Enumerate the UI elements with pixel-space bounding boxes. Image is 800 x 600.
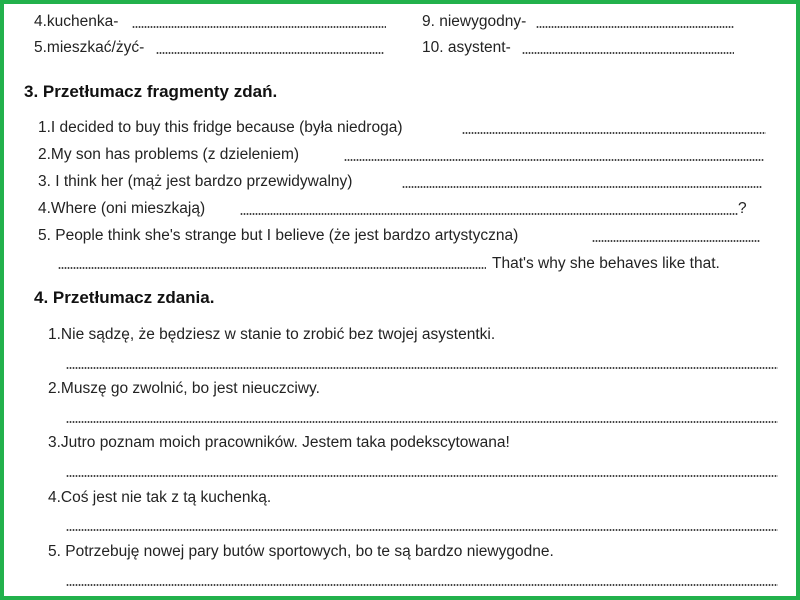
section-3-answer-line-4[interactable] <box>240 213 738 215</box>
vocab-item-5: 5.mieszkać/żyć- <box>34 39 145 56</box>
section-3-item-5: 5. People think she's strange but I believe (że jest bardzo artystyczna) <box>38 227 519 244</box>
section-4-item-2: 2.Muszę go zwolnić, bo jest nieuczciwy. <box>48 380 320 397</box>
section-4-item-5: 5. Potrzebuję nowej pary butów sportowych, bo te są bardzo niewygodne. <box>48 543 554 560</box>
vocab-answer-line-9[interactable] <box>536 26 734 28</box>
vocab-answer-line-10[interactable] <box>522 52 734 54</box>
section-3-answer-line-1[interactable] <box>462 132 766 134</box>
section-3-answer-line-5a[interactable] <box>592 240 760 242</box>
section-4-answer-line-2[interactable] <box>66 421 778 423</box>
section-4-item-4: 4.Coś jest nie tak z tą kuchenką. <box>48 489 272 506</box>
section-4-title: 4. Przetłumacz zdania. <box>34 288 215 307</box>
section-4-answer-line-4[interactable] <box>66 529 778 531</box>
section-3-item-3: 3. I think her (mąż jest bardzo przewidywalny) <box>38 173 353 190</box>
vocab-answer-line-4[interactable] <box>132 26 386 28</box>
vocab-item-9: 9. niewygodny- <box>422 13 527 30</box>
vocab-answer-line-5[interactable] <box>156 52 384 54</box>
section-4-answer-line-1[interactable] <box>66 367 778 369</box>
section-4-answer-line-3[interactable] <box>66 475 778 477</box>
section-3-item-4: 4.Where (oni mieszkają) <box>38 200 206 217</box>
section-3-title: 3. Przetłumacz fragmenty zdań. <box>24 82 278 101</box>
section-4-answer-line-5[interactable] <box>66 584 778 586</box>
section-3-item-1: 1.I decided to buy this fridge because (była niedroga) <box>38 119 403 136</box>
section-4-item-1: 1.Nie sądzę, że będziesz w stanie to zrobić bez twojej asystentki. <box>48 326 496 343</box>
section-3-item-2: 2.My son has problems (z dzieleniem) <box>38 146 300 163</box>
section-3-item-5-ending: That's why she behaves like that. <box>492 255 720 272</box>
section-3-answer-line-2[interactable] <box>344 159 764 161</box>
section-3-answer-line-5b[interactable] <box>58 267 486 269</box>
vocab-item-10: 10. asystent- <box>422 39 511 56</box>
section-3-item-4-question-mark: ? <box>738 200 747 217</box>
section-4-item-3: 3.Jutro poznam moich pracowników. Jestem taka podekscytowana! <box>48 434 510 451</box>
vocab-item-4: 4.kuchenka- <box>34 13 119 30</box>
section-3-answer-line-3[interactable] <box>402 186 762 188</box>
